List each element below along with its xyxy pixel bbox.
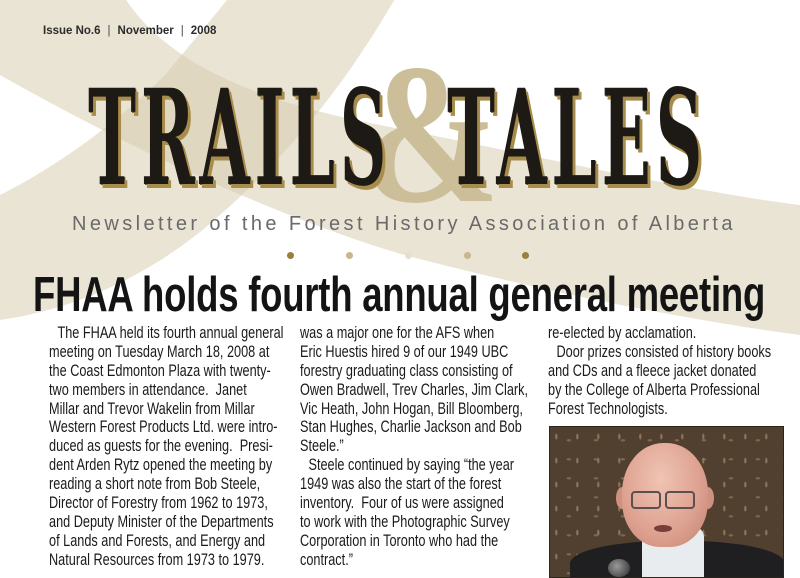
divider-dot — [464, 252, 471, 259]
text-line: Director of Forestry from 1962 to 1973, — [49, 494, 268, 513]
text-line: forestry graduating class consisting of — [300, 361, 513, 380]
separator: | — [180, 25, 184, 37]
text-line: re-elected by acclamation. — [548, 324, 697, 342]
issue-number: Issue No.6 — [43, 25, 101, 37]
speaker-photo — [549, 426, 784, 578]
text-line: Eric Huestis hired 9 of our 1949 UBC — [300, 342, 509, 361]
masthead-subtitle: Newsletter of the Forest History Association of Alberta — [72, 213, 736, 235]
issue-year: 2008 — [190, 25, 217, 37]
text-line: of Lands and Forests, and Energy and — [49, 531, 266, 550]
text-line: duced as guests for the evening. Presi- — [49, 437, 273, 456]
text-line: Owen Bradwell, Trev Charles, Jim Clark, — [300, 380, 529, 399]
text-line: Western Forest Products Ltd. were intro- — [49, 418, 278, 437]
microphone-icon — [608, 559, 630, 577]
article-headline: FHAA holds fourth annual general meeting — [33, 268, 766, 322]
text-line: Corporation in Toronto who had the — [300, 531, 499, 550]
text-line: by the College of Alberta Professional — [548, 380, 760, 399]
text-line: Stan Hughes, Charlie Jackson and Bob — [300, 418, 522, 437]
divider-dot — [522, 252, 529, 259]
text-line: Vic Heath, John Hogan, Bill Bloomberg, — [300, 399, 523, 418]
text-line: and Deputy Minister of the Departments — [49, 512, 274, 531]
divider-dot — [405, 252, 412, 259]
text-line: The FHAA held its fourth annual general — [57, 324, 284, 342]
text-line: two members in attendance. Janet — [49, 380, 247, 399]
article-column-1 — [49, 324, 295, 570]
text-line: Natural Resources from 1973 to 1979. — [49, 550, 265, 569]
divider-dot — [287, 252, 294, 259]
article-column-2 — [300, 324, 546, 570]
text-line: Millar and Trevor Wakelin from Millar — [49, 399, 255, 418]
issue-info — [43, 24, 216, 38]
text-line: Door prizes consisted of history books — [556, 342, 772, 361]
divider-dot — [346, 252, 353, 259]
text-line: reading a short note from Bob Steele, — [49, 475, 261, 494]
text-line: 1949 was also the start of the forest — [300, 475, 502, 494]
text-line: was a major one for the AFS when — [300, 324, 495, 342]
issue-month: November — [117, 25, 174, 37]
photo-mouth — [654, 525, 672, 532]
text-line: and CDs and a fleece jacket donated — [548, 361, 757, 380]
text-line: inventory. Four of us were assigned — [300, 494, 504, 513]
ampersand-logo: & — [363, 24, 500, 245]
text-line: contract.” — [300, 550, 353, 569]
text-line: dent Arden Rytz opened the meeting by — [49, 456, 273, 475]
masthead-title-tales: TALES — [447, 61, 708, 216]
separator: | — [107, 25, 111, 37]
masthead-title-trails: TRAILS — [88, 61, 392, 216]
text-line: the Coast Edmonton Plaza with twenty- — [49, 361, 271, 380]
text-line: to work with the Photographic Survey — [300, 512, 510, 531]
article-column-3 — [548, 324, 794, 418]
glasses-icon — [665, 491, 695, 509]
text-line: Steele.” — [300, 437, 344, 456]
text-line: Steele continued by saying “the year — [308, 456, 514, 475]
text-line: meeting on Tuesday March 18, 2008 at — [49, 342, 270, 361]
glasses-icon — [631, 491, 661, 509]
text-line: Forest Technologists. — [548, 399, 668, 418]
